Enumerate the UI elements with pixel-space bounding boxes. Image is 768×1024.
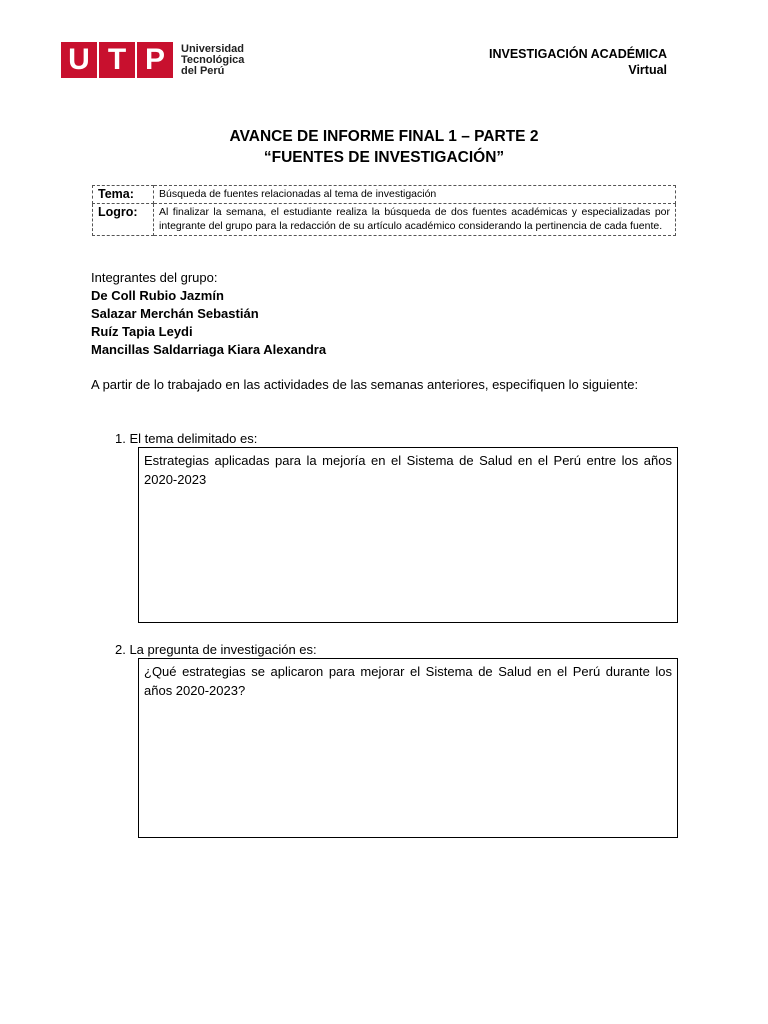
member-name: De Coll Rubio Jazmín xyxy=(91,288,224,303)
logro-label: Logro: xyxy=(93,203,154,235)
course-name: INVESTIGACIÓN ACADÉMICA xyxy=(488,47,667,61)
group-members xyxy=(91,269,326,359)
logo-letter-t: T xyxy=(99,42,135,78)
course-modality: Virtual xyxy=(628,63,667,77)
tema-value: Búsqueda de fuentes relacionadas al tema de investigación xyxy=(154,186,676,204)
section-1-answer-box: Estrategias aplicadas para la mejoría en el Sistema de Salud en el Perú entre los años 2020-2023 xyxy=(138,447,678,623)
title-line-1: AVANCE DE INFORME FINAL 1 – PARTE 2 xyxy=(229,128,539,145)
section-1-label: 1. El tema delimitado es: xyxy=(115,431,258,446)
logo-text: Universidad Tecnológica del Perú xyxy=(181,42,245,77)
members-heading: Integrantes del grupo: xyxy=(91,270,218,285)
logro-value: Al finalizar la semana, el estudiante realiza la búsqueda de dos fuentes académicas y especializadas por integrante del grupo para la redacción de su artículo académico considerando la pertinencia de cada fuente. xyxy=(154,203,676,235)
info-table xyxy=(92,185,676,236)
title-line-2: “FUENTES DE INVESTIGACIÓN” xyxy=(263,149,505,166)
tema-label: Tema: xyxy=(93,186,154,204)
section-2-answer-box: ¿Qué estrategias se aplicaron para mejorar el Sistema de Salud en el Perú durante los años 2020-2023? xyxy=(138,658,678,838)
section-2-label: 2. La pregunta de investigación es: xyxy=(115,642,317,657)
course-header xyxy=(489,46,667,78)
member-name: Ruíz Tapia Leydi xyxy=(91,324,193,339)
logo-letter-u: U xyxy=(61,42,97,78)
member-name: Salazar Merchán Sebastián xyxy=(91,306,259,321)
info-row-logro xyxy=(93,203,676,235)
document-title xyxy=(0,126,768,168)
logo-letter-p: P xyxy=(137,42,173,78)
info-row-tema xyxy=(93,186,676,204)
utp-logo xyxy=(61,42,244,78)
member-name: Mancillas Saldarriaga Kiara Alexandra xyxy=(91,342,327,357)
instruction-paragraph: A partir de lo trabajado en las actividades de las semanas anteriores, especifiquen lo siguiente: xyxy=(91,377,639,392)
